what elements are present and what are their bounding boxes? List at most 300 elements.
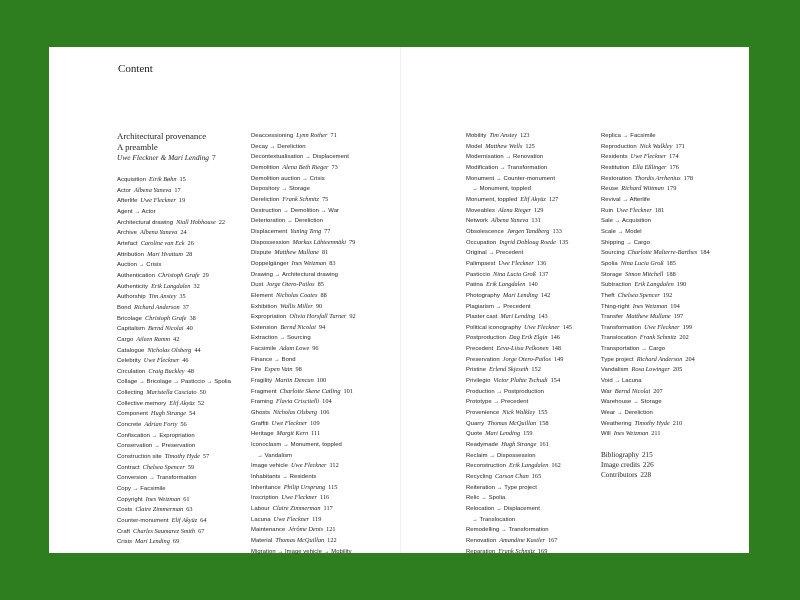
entry-author: Uwe Fleckner [140,197,176,205]
toc-entry [117,399,231,410]
entry-term: Fragment [251,388,277,395]
entry-page-number: 158 [539,419,549,427]
toc-entry [117,250,231,261]
entry-page-number: 121 [326,526,336,534]
toc-entry [251,238,356,249]
entry-term: Readymade [466,442,499,449]
entry-page-number: 109 [310,419,320,427]
page-title: Content [118,63,153,75]
entry-term: Doppelgänger [251,260,289,267]
entry-page-number: 184 [700,249,710,257]
toc-entry [601,174,710,185]
toc-entry [251,344,356,355]
entry-page-number: 117 [323,504,333,512]
entry-author: Lynn Rother [296,132,328,139]
toc-entry [251,493,356,504]
entry-term: Relic → Spolia [466,495,506,502]
entry-term: Warehouse → Storage [601,399,662,406]
entry-term: Original → Precedent [466,250,524,257]
toc-entry [601,333,710,344]
toc-entry [601,206,710,217]
toc-column-3 [466,131,572,557]
toc-entry [117,282,231,293]
entry-term: Type project [601,356,634,363]
entry-term: Replica → Facsimile [601,133,656,139]
toc-entry [466,376,572,387]
toc-entry [466,333,572,344]
toc-entry [466,131,572,142]
entry-author: Bernd Nicolai [148,325,184,333]
entry-term: Reconstruction [466,463,506,470]
entry-term: Reiteration → Type project [466,484,537,491]
toc-entry [117,175,231,186]
entry-term: Network [466,218,488,225]
entry-term: Modernisation → Renovation [466,154,544,161]
entry-term: Deterioration → Dereliction [251,218,324,225]
entry-term: Extension [251,324,278,331]
toc-entry [601,163,710,174]
entry-page-number: 73 [331,163,338,171]
entry-term: Architectural drawing [117,219,174,226]
toc-entry [117,537,231,548]
entry-term: Circulation [117,368,146,375]
toc-entry [117,505,231,516]
entry-term: Subtraction [601,282,632,289]
entry-page-number: 37 [182,303,189,311]
entry-page-number: 52 [197,399,205,407]
entry-page-number: 148 [551,345,562,353]
toc-entry [601,376,710,387]
entry-page-number: 210 [672,419,683,427]
toc-entry [117,484,231,495]
entry-page-number: 137 [538,270,549,278]
toc-entry [251,408,356,419]
entry-page-number: 90 [315,302,323,310]
entry-author: Ella Eßlinger [632,163,667,171]
entry-author: Albena Yaneva [490,217,529,225]
toc-entry [601,227,710,238]
entry-author: Thomas McQuillan [275,536,325,544]
backmatter-entry [601,461,710,471]
entry-term: Archive [117,230,137,237]
entry-term: Acquisition [117,177,147,183]
toc-entry [117,495,231,506]
entry-author: Ines Weizman [613,430,649,438]
backmatter-page-number: 228 [640,470,652,479]
entry-author: Rosa Lowinger [631,366,670,374]
entry-page-number: 161 [539,441,549,449]
entry-author: Adam Lowe [279,345,310,353]
entry-author: Charlotte Skene Catling [279,387,341,395]
entry-term: Transformation [601,324,642,331]
backmatter-entry [601,451,710,461]
entry-term: Inscription [251,495,279,502]
toc-entry [251,483,356,494]
toc-entry [251,397,356,408]
entry-term: War [601,388,612,395]
entry-term: Copyright [117,496,143,503]
entry-author: Dag Erik Elgin [509,334,548,342]
entry-term: Production → Postproduction [466,388,544,395]
entry-term: Dispossession [251,239,290,246]
entry-term: Restitution [601,164,630,171]
toc-entry [117,207,231,218]
toc-entry [117,218,231,229]
entry-term: Sourcing [601,250,625,257]
entry-author: Timothy Hyde [164,453,200,461]
entry-term: Iconoclasm → Monument, toppled [251,442,342,449]
entry-author: Claire Zimmerman [272,504,321,512]
entry-author: Amandine Kastler [499,536,545,544]
entry-term: Expropriation [251,314,287,321]
entry-page-number: 77 [324,227,331,235]
entry-author: Elif Akyüz [169,399,195,407]
entry-author: Yuning Teng [290,227,322,235]
entry-author: Erik Langdalen [509,462,549,470]
entry-term: → Monument, toppled [472,186,531,193]
entry-author: Chelsea Spencer [142,463,185,471]
entry-term: Sale → Acquisition [601,218,652,225]
entry-term: Void → Lacuna [601,378,642,385]
entry-page-number: 149 [554,355,564,363]
toc-entry [251,312,356,323]
entry-term: Deaccessioning [251,133,294,139]
toc-entry [251,248,356,259]
entry-page-number: 205 [672,366,683,374]
toc-entry [466,142,572,153]
entry-term: Material [251,537,273,544]
entry-author: Matthew Mullane [626,313,671,321]
entry-author: Charlotte Malterre-Barthes [627,249,698,257]
entry-term: Graffiti [251,420,269,427]
toc-entry [251,440,356,451]
toc-entry [251,259,356,270]
entry-page-number: 152 [531,366,541,374]
entry-term: Dispute [251,250,272,257]
entry-author: Caroline van Eck [140,239,185,247]
entry-author: Uwe Fleckner [498,259,534,267]
entry-term: Demolition [251,164,280,171]
toc-entry [117,463,231,474]
toc-entry [117,324,231,335]
entry-term: Crisis [117,539,133,546]
toc-entry [117,377,231,388]
entry-page-number: 140 [528,281,538,289]
entry-term: Shipping → Cargo [601,239,650,246]
entry-page-number: 85 [317,281,324,289]
backmatter-page-number: 215 [641,451,653,460]
entry-author: Bernd Nicolai [280,323,316,331]
entry-author: Tim Anstey [489,132,518,139]
entry-term: Reproduction [601,143,637,150]
entry-term: Theft [601,292,615,299]
entry-author: Wallis Miller [280,302,313,310]
entry-author: Eirik Bøhn [149,176,177,183]
entry-page-number: 61 [183,495,190,503]
toc-entry [117,431,231,442]
toc-entry [466,195,572,206]
entry-author: Alena Beth Rieger [282,163,329,171]
entry-term: Monument → Counter-monument [466,175,556,182]
entry-term: Reclaim → Dispossession [466,452,536,459]
entry-author: Jorge Otero-Pailos [266,281,315,289]
toc-entry [117,452,231,463]
entry-author: Richard Wittman [621,185,664,193]
entry-author: Hugh Strange [501,441,537,449]
toc-entry [117,516,231,527]
entry-term: Element [251,292,273,299]
entry-term: Monument, toppled [466,196,518,203]
entry-term: Decay → Dereliction [251,143,306,150]
entry-term: Spolia [601,260,618,267]
entry-page-number: 15 [179,176,186,183]
entry-term: Scale → Model [601,228,642,235]
toc-entry [601,142,710,153]
toc-entry [251,302,356,313]
entry-term: Quarry [466,420,485,427]
entry-term: Prototype → Precedent [466,399,529,406]
entry-author: Uwe Fleckner [644,323,680,331]
toc-entry [251,142,356,153]
toc-entry [466,461,572,472]
entry-page-number: 81 [321,249,329,257]
toc-entry [466,440,572,451]
entry-term: Exhibition [251,303,278,310]
toc-entry [466,312,572,323]
entry-term: Collective memory [117,400,167,407]
entry-term: Model [466,143,483,150]
toc-entry [601,387,710,398]
toc-entry [251,504,356,515]
preamble-subtitle: A preamble [117,142,158,152]
entry-term: Occupation [466,239,497,246]
toc-entry-continuation [466,184,572,195]
toc-entry [117,271,231,282]
toc-entry [466,259,572,270]
entry-page-number: 190 [676,281,687,289]
entry-page-number: 155 [538,409,548,417]
entry-term: Collecting [117,390,144,397]
entry-term: Contract [117,464,140,471]
entry-term: Moveables [466,207,495,214]
toc-entry [117,441,231,452]
toc-entry-continuation [251,451,356,462]
entry-term: Extraction → Sourcing [251,335,311,342]
entry-page-number: 165 [531,473,542,480]
toc-entry [601,280,710,291]
entry-author: Craig Buckley [148,367,185,375]
toc-entry [117,346,231,357]
toc-entry [466,547,572,558]
entry-term: Modification → Transformation [466,164,548,171]
entry-author: Ingrid Dobloug Roede [499,238,556,246]
toc-entry [251,270,356,281]
toc-entry [251,376,356,387]
entry-author: Erlend Skjeseth [489,366,529,374]
toc-entry [466,387,572,398]
entry-term: Palimpsest [466,260,496,267]
entry-term: Renovation [466,537,497,544]
toc-entry [251,174,356,185]
entry-term: Demolition auction → Crisis [251,175,325,182]
entry-page-number: 146 [550,334,560,342]
entry-page-number: 211 [651,430,661,438]
entry-author: Mari Lending [485,430,521,438]
entry-author: Elif Akyüz [171,517,198,524]
toc-entry [251,387,356,398]
entry-author: Richard Anderson [636,355,683,363]
entry-author: Nicholas Olsberg [147,346,192,354]
entry-page-number: 123 [520,132,530,139]
spine-divider [400,47,401,553]
entry-page-number: 133 [552,227,562,235]
toc-entry [466,248,572,259]
toc-entry [466,227,572,238]
entry-author: Richard Anderson [133,303,180,311]
backmatter-entry [601,471,710,481]
entry-author: Frank Schmitz [498,547,535,555]
entry-page-number: 79 [348,238,356,246]
entry-page-number: 194 [670,302,680,310]
entry-page-number: 64 [200,517,207,524]
entry-term: Ghosts [251,410,270,417]
entry-page-number: 112 [329,462,339,470]
entry-page-number: 171 [675,142,685,150]
entry-term: Photography [466,292,500,299]
entry-term: Residents [601,154,628,161]
entry-page-number: 131 [531,217,541,225]
toc-entry [251,206,356,217]
entry-page-number: 199 [682,323,693,331]
entry-term: Fragility [251,378,273,385]
entry-author: Thordis Arrhenius [634,174,681,182]
entry-term: Inheritance [251,484,281,491]
entry-page-number: 56 [180,421,187,429]
entry-page-number: 100 [316,377,327,385]
entry-term: Attribution [117,251,145,258]
entry-term: Thing-right [601,303,630,310]
toc-entry [466,365,572,376]
entry-term: Destruction → Demolition → War [251,207,340,214]
entry-term: Wear → Dereliction [601,410,653,417]
entry-page-number: 19 [178,197,186,205]
entry-author: Chelsea Spencer [617,291,660,299]
entry-page-number: 94 [318,323,326,331]
backmatter-page-number: 226 [642,460,654,469]
entry-page-number: 67 [198,527,205,535]
toc-entry [117,303,231,314]
entry-author: Albena Yaneva [140,229,178,237]
toc-entry [117,356,231,367]
entry-term: Bricolage [117,315,143,322]
entry-author: Uwe Fleckner [143,357,180,365]
entry-page-number: 125 [525,142,535,150]
toc-entry [601,302,710,313]
entry-author: Jorge Otero-Pailos [502,355,551,363]
entry-term: Decontextualisation → Displacement [251,154,349,161]
entry-author: Tim Anstey [148,293,177,301]
entry-page-number: 119 [312,515,322,523]
entry-page-number: 111 [311,430,321,438]
toc-entry [466,408,572,419]
entry-page-number: 59 [187,463,195,471]
entry-author: Niall Hobhouse [176,218,216,226]
entry-term: Dereliction [251,196,280,203]
toc-entry [117,260,231,271]
entry-page-number: 96 [312,345,319,353]
entry-page-number: 136 [536,259,547,267]
toc-entry [466,451,572,462]
entry-author: Uwe Fleckner [630,153,667,161]
entry-author: Uwe Fleckner [271,419,308,427]
entry-page-number: 104 [322,398,332,406]
entry-page-number: 48 [187,367,194,375]
entry-term: Recycling [466,474,492,480]
entry-page-number: 54 [189,410,196,418]
toc-entry [466,206,572,217]
toc-entry [466,504,572,515]
entry-term: Provenience [466,410,500,417]
entry-term: Artefact [117,240,138,247]
entry-author: Frank Schmitz [282,195,319,203]
entry-page-number: 162 [551,462,561,470]
toc-entry [251,131,356,142]
toc-entry [251,365,356,376]
toc-entry [251,525,356,536]
toc-entry [466,323,572,334]
entry-author: Jérôme Denis [288,526,324,534]
toc-entry [601,323,710,334]
entry-term: Construction site [117,454,162,461]
entry-author: Mari Hvattum [147,250,183,258]
entry-term: Celebrity [117,358,141,365]
entry-term: Obsolescence [466,228,504,235]
entry-term: Inhabitants → Residents [251,474,317,480]
entry-author: Uwe Fleckner [291,462,327,470]
toc-entry [117,388,231,399]
entry-author: Nick Walkley [639,142,673,150]
entry-term: Framing [251,399,273,406]
entry-term: Authenticity [117,283,149,290]
toc-entry [601,408,710,419]
entry-page-number: 135 [558,238,569,246]
entry-term: Conservation → Preservation [117,443,196,450]
entry-term: Vandalism [601,367,629,374]
entry-page-number: 57 [202,453,210,461]
entry-author: Victor Plahte Tschudi [493,377,548,385]
toc-entry [117,186,231,197]
entry-page-number: 83 [329,259,336,267]
entry-term: Heritage [251,431,274,438]
toc-entry [251,536,356,547]
toc-entry [251,429,356,440]
entry-author: Mari Lending [135,538,170,546]
toc-entry [251,515,356,526]
entry-page-number: 178 [683,174,694,182]
entry-page-number: 143 [538,313,548,321]
entry-term: Translocation [601,335,637,342]
entry-term: Agent → Actor [117,208,156,215]
entry-term: Depository → Storage [251,186,310,193]
entry-page-number: 22 [218,218,226,226]
entry-term: Bond [117,304,131,311]
entry-page-number: 185 [666,259,676,267]
entry-author: Ines Weizman [632,302,668,310]
entry-term: Capitalism [117,326,145,333]
entry-page-number: 17 [174,186,181,194]
entry-author: Albena Yaneva [134,186,172,194]
toc-entry [117,367,231,378]
